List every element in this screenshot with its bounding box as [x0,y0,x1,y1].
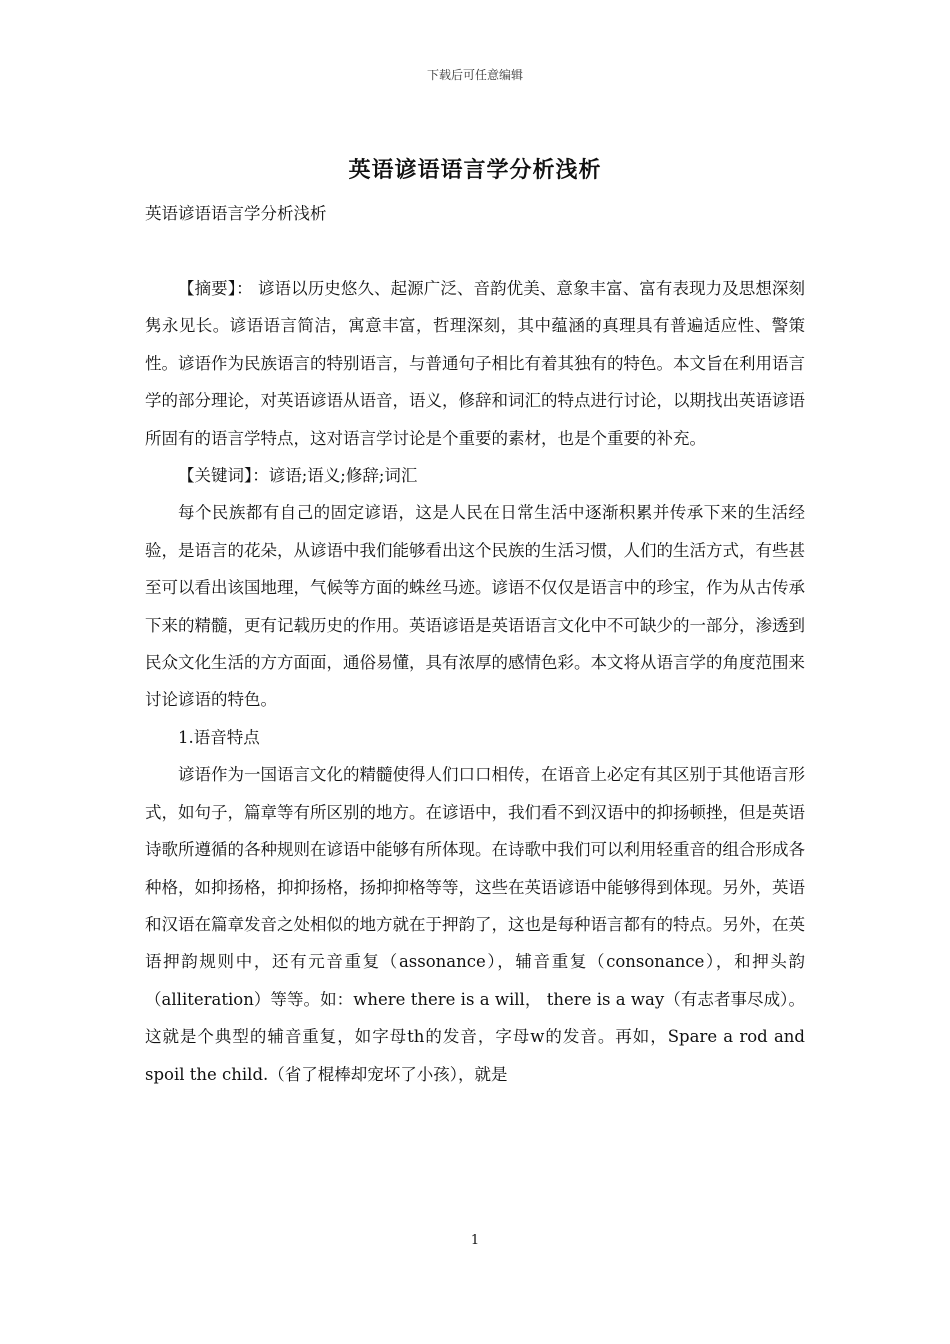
keywords-paragraph: 【关键词】：谚语;语义;修辞;词汇 [178,466,418,486]
page-header: 下载后可任意编辑 [426,68,523,82]
page-number: 1 [470,1233,480,1248]
intro-paragraph: 每个民族都有自己的固定谚语，这是人民在日常生活中逐渐积累并传承下来的生活经验，是语言的花朵，从谚语中我们能够看出这个民族的生活习惯，人们的生活方式，有些甚至可以看出该国地理，气候等方面的蛛丝马迹。谚语不仅仅是语言中的珍宝，作为从古传承下来的精髓，更有记载历史的作用。英语谚语是英语语言文化中不可缺少的一部分，渗透到民众文化生活的方方面面，通俗易懂，具有浓厚的感情色彩。本文将从语言学的角度范围来讨论谚语的特色。 [145,503,805,710]
document-body [145,270,805,1093]
phonetics-paragraph: 谚语作为一国语言文化的精髓使得人们口口相传，在语音上必定有其区别于其他语言形式，如句子，篇章等有所区别的地方。在谚语中，我们看不到汉语中的抑扬顿挫，但是英语诗歌所遵循的各种规则在谚语中能够有所体现。在诗歌中我们可以利用轻重音的组合形成各种格，如抑扬格，抑抑扬格，扬抑抑格等等，这些在英语谚语中能够得到体现。另外，英语和汉语在篇章发音之处相似的地方就在于押韵了，这也是每种语言都有的特点。另外，在英语押韵规则中，还有元音重复（assonance），辅音重复（consonance），和押头韵（alliteration）等等。如：where there is a will， there is a way（有志者事尽成）。这就是个典型的辅音重复，如字母th的发音，字母w的发音。再如，Spare a rod and spoil the child.（省了棍棒却宠坏了小孩），就是 [145,765,805,1084]
document-subtitle: 英语谚语语言学分析浅析 [145,204,327,223]
section-heading: 1.语音特点 [178,727,260,747]
document-title: 英语谚语语言学分析浅析 [348,157,602,183]
abstract-paragraph: 【摘要】： 谚语以历史悠久、起源广泛、音韵优美、意象丰富、富有表现力及思想深刻隽永见长。谚语语言简洁，寓意丰富，哲理深刻，其中蕴涵的真理具有普遍适应性、警策性。谚语作为民族语言的特别语言，与普通句子相比有着其独有的特色。本文旨在利用语言学的部分理论，对英语谚语从语音，语义，修辞和词汇的特点进行讨论，以期找出英语谚语所固有的语言学特点，这对语言学讨论是个重要的素材，也是个重要的补充。 [145,279,805,448]
